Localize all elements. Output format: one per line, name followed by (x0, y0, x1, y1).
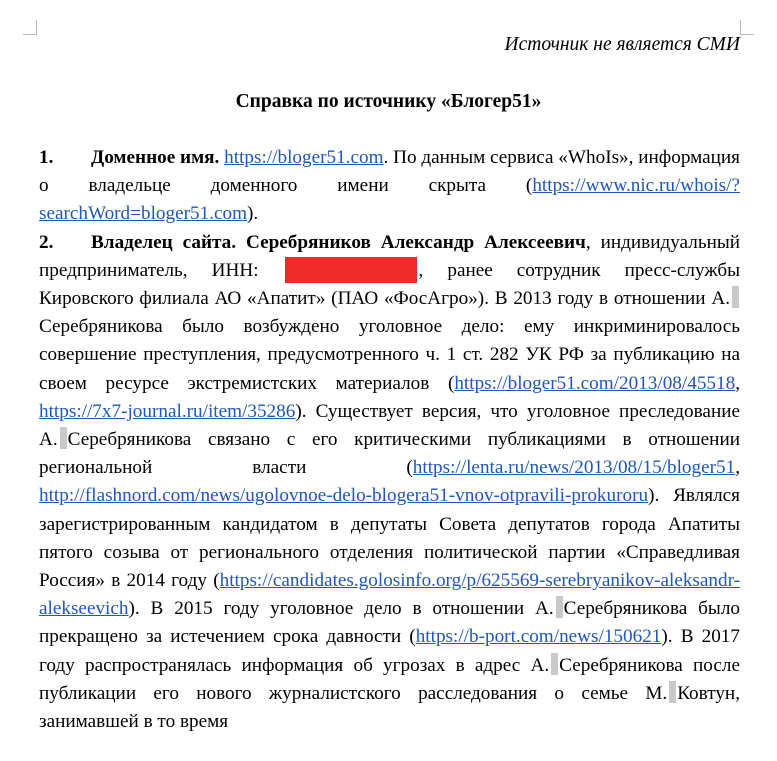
page-corner-mark-top-right (740, 20, 754, 35)
redaction-mark (732, 286, 739, 308)
link-flashnord[interactable]: http://flashnord.com/news/ugolovnoe-delo-blogera51-vnov-otpravili-prokuroru (39, 485, 649, 507)
redaction-mark (60, 427, 67, 449)
link-nic-whois[interactable]: https://www.nic.ru/whois/?searchWord=bloger51.com (39, 175, 740, 225)
link-golosinfo[interactable]: https://candidates.golosinfo.org/p/625569-serebryanikov-aleksandr-alekseevich (39, 570, 740, 620)
redaction-mark (556, 596, 563, 618)
header-note: Источник не является СМИ (504, 34, 740, 55)
paragraph-heading: Доменное имя. (91, 147, 220, 168)
paragraph-heading: Владелец сайта. Серебряников Александр Алексеевич (91, 231, 586, 253)
link-lenta[interactable]: https://lenta.ru/news/2013/08/15/bloger51 (412, 457, 736, 479)
redaction-mark (551, 653, 558, 675)
link-7x7-journal[interactable]: https://7x7-journal.ru/item/35286 (39, 400, 296, 422)
link-bloger51-article[interactable]: https://bloger51.com/2013/08/45518 (454, 372, 736, 394)
document-body (39, 144, 740, 736)
paragraph-number: 1. (39, 147, 54, 168)
paragraph-number: 2. (39, 231, 54, 253)
paragraph-2: 2. Владелец сайта. Серебряников Александр Алексеевич, индивидуальный предприниматель, ИНН: , ранее сотрудник пресс-службы Кировского филиала АО «Апатит» (ПАО «ФосАгро»). В 2013 году в отношении А.Серебряникова было возбуждено уголовное дело: ему инкриминировалось совершение преступления, предусмотренного ч. 1 ст. 282 УК РФ за публикацию на своем ресурсе экстремистских материалов (https://bloger51.com/2013/08/45518, https://7x7-journal.ru/item/35286). Существует версия, что уголовное преследование А. Серебряникова связано с его критическими публикациями в отношении региональной власти (https://lenta.ru/news/2013/08/15/bloger51, http://flashnord.com/news/ugolovnoe-delo-blogera51-vnov-otpravili-prokuroru). Являлся зарегистрированным кандидатом в депутаты Совета депутатов города Апатиты пятого созыва от регионального отделения политической партии «Справедливая Россия» в 2014 году (https://candidates.golosinfo.org/p/625569-serebryanikov-aleksandr-alekseevich). В 2015 году уголовное дело в отношении А. Серебряникова было прекращено за истечением срока давности (https://b-port.com/news/150621). В 2017 году распространялась информация об угрозах в адрес А. Серебряникова после публикации его нового журналистского расследования о семье М. Ковтун, занимавшей в то время (39, 229, 740, 737)
link-bloger51[interactable]: https://bloger51.com (224, 147, 384, 168)
redaction-mark (669, 681, 676, 703)
redaction-block (285, 257, 417, 283)
page-corner-mark-top-left (23, 20, 37, 35)
paragraph-1: 1. Доменное имя. https://bloger51.com. По данным сервиса «WhoIs», информация о владельце доменного имени скрыта (https://www.nic.ru/whois/?searchWord=bloger51.com). (39, 144, 740, 229)
link-b-port[interactable]: https://b-port.com/news/150621 (415, 626, 662, 648)
document-title: Справка по источнику «Блогер51» (235, 91, 542, 112)
